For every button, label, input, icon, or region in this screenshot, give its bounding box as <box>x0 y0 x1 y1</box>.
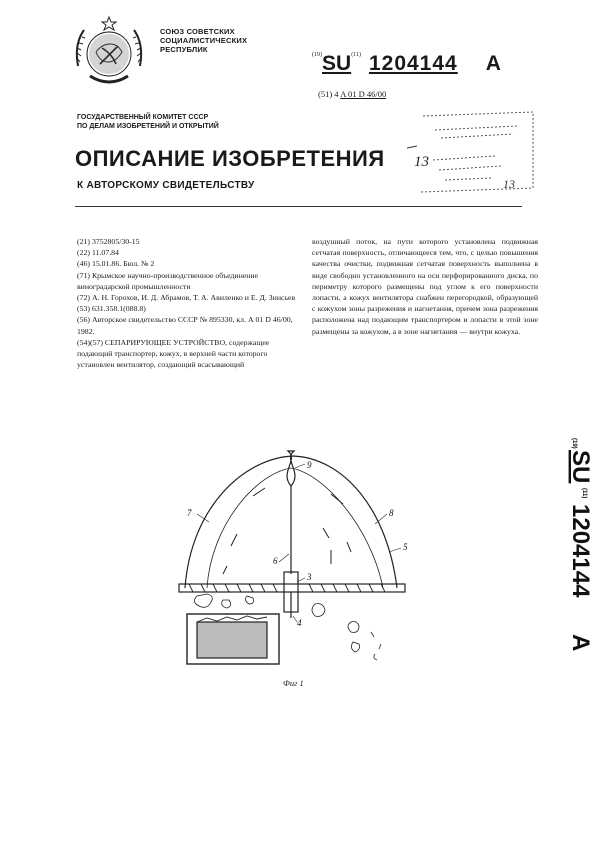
document-title: ОПИСАНИЕ ИЗОБРЕТЕНИЯ <box>75 146 385 171</box>
committee-block <box>77 113 219 131</box>
inner-partition <box>207 468 383 588</box>
issuer-line: СОЮЗ СОВЕТСКИХ <box>160 27 235 36</box>
claim-paragraph: воздушный поток, на пути которого установлена подвижная сетчатая поверхность, отличающееся тем, что, с целью повышения качества очистки, подвижная сетчатая поверхность выполнена в виде свободно установленного на оси перфорированного диска, по периметру которого размещены под углом к его поверхности лопасти, а кожух вентилятора снабжен перегородкой, образующей с кожухом зоны разрежения и нагнетания, причем зона разрежения расположена над подающим транспортером и лопасти в этой зоне размещены за кожухом, а в зоне нагнетания — внутри кожуха. <box>312 237 538 336</box>
biblio-entry: (72) А. Н. Горохов, И. Д. Абрамов, Т. А. Авиленко и Е. Д. Зинсьев <box>77 293 296 303</box>
side-country-code: SU <box>567 450 594 484</box>
side-patent-number <box>540 438 594 660</box>
figure-label: 4 <box>297 618 302 628</box>
patent-number: 1204144 <box>368 52 458 75</box>
country-code: SU <box>322 52 352 75</box>
side-code-19: (19) <box>571 438 577 449</box>
debris-right <box>312 604 381 660</box>
ipc-class <box>318 89 386 99</box>
biblio-entry: (21) 3752805/30-15 <box>77 237 140 246</box>
figure-caption: Фиг 1 <box>283 678 304 688</box>
ipc-code: A 01 D 46/00 <box>340 89 387 99</box>
issuer-line: СОЦИАЛИСТИЧЕСКИХ <box>160 36 248 45</box>
conveyor-load <box>197 622 267 658</box>
stamp-number-2: 13 <box>503 177 515 191</box>
biblio-entry: (71) Крымское научно-производственное объединение виноградарской промышленности <box>77 270 259 291</box>
committee-line: ГОСУДАРСТВЕННЫЙ КОМИТЕТ СССР <box>77 114 209 121</box>
figure-label: 8 <box>389 508 394 518</box>
figure-label: 6 <box>273 556 278 566</box>
kind-code: A <box>485 52 501 75</box>
figure-label: 5 <box>403 542 408 552</box>
biblio-entry: (56) Авторское свидетельство СССР № 895330, кл. А 01 D 46/00, 1982. <box>77 315 293 336</box>
side-kind-code: A <box>567 634 594 652</box>
bibliographic-data <box>77 236 299 370</box>
side-code-11: (11) <box>581 488 587 499</box>
patent-number-line <box>312 52 501 76</box>
biblio-entry: (53) 631.358.1(088.8) <box>77 304 146 314</box>
committee-line: ПО ДЕЛАМ ИЗОБРЕТЕНИЙ И ОТКРЫТИЙ <box>77 123 219 130</box>
header-divider <box>75 206 522 207</box>
ipc-prefix: (51) 4 <box>318 89 339 99</box>
figure-label: 7 <box>187 508 192 518</box>
biblio-entry: (46) 15.01.86. Бюл. № 2 <box>77 259 155 269</box>
biblio-entry: (54)(57) СЕПАРИРУЮЩЕЕ УСТРОЙСТВО, содержащее подающий транспортер, кожух, в верхней части которого установлен вентилятор, создающий всасывающий <box>77 337 270 370</box>
figure-1-drawing <box>175 446 410 676</box>
issuer-line: РЕСПУБЛИК <box>160 45 208 54</box>
figure-label: 9 <box>307 460 312 470</box>
claim-text <box>312 236 538 337</box>
code-11: (11) <box>351 52 361 58</box>
debris-left <box>194 594 253 608</box>
issuer-block <box>160 27 247 54</box>
ussr-emblem-icon <box>70 14 148 94</box>
stamp-number: 13 <box>414 154 429 170</box>
library-stamp <box>405 108 535 196</box>
figure-label: 3 <box>307 572 312 582</box>
biblio-entry: (22) 11.07.84 <box>77 248 119 258</box>
side-patent-number-value: 1204144 <box>567 504 594 598</box>
document-subtitle: К АВТОРСКОМУ СВИДЕТЕЛЬСТВУ <box>77 180 255 191</box>
code-19: (19) <box>312 52 322 58</box>
